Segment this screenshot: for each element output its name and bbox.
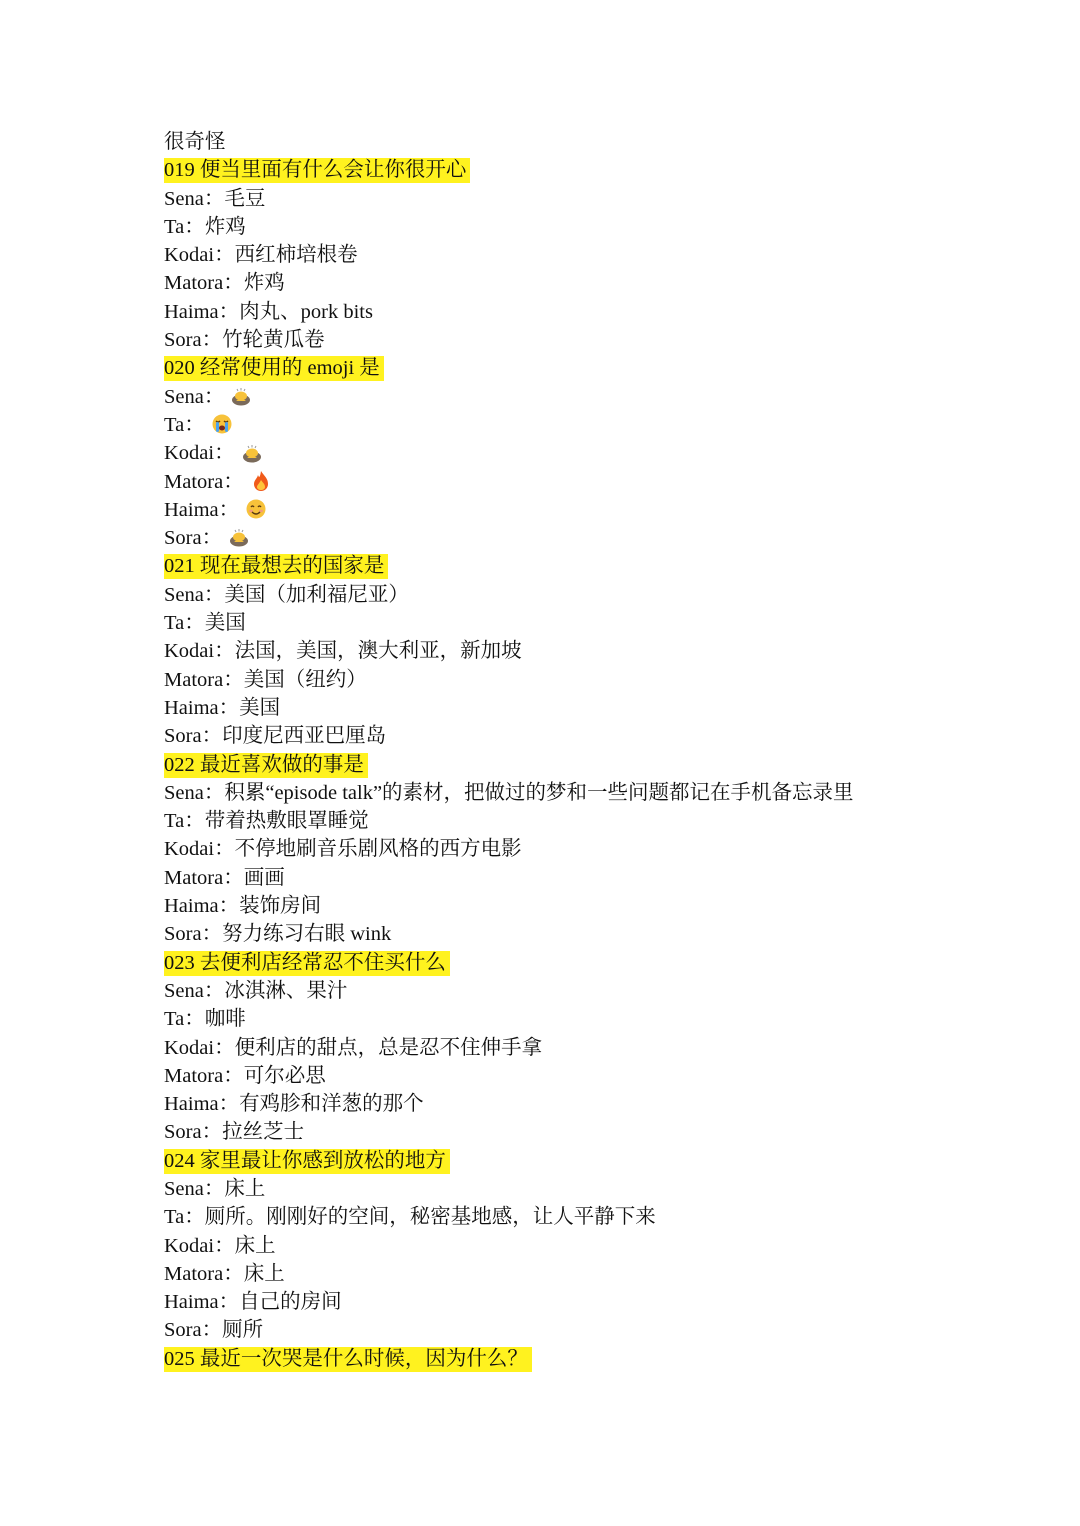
answer-separator: ： (203, 187, 225, 210)
answer-separator: ： (223, 1064, 244, 1087)
answer-line (164, 1288, 1024, 1316)
answer-line (164, 1090, 1024, 1118)
answer-text: 自己的房间 (239, 1291, 342, 1314)
answer-line (164, 241, 1024, 269)
answer-line (164, 468, 1024, 496)
answer-text: 便利店的甜点，总是忍不住伸手拿 (234, 1036, 543, 1059)
answer-text: 美国 (239, 696, 281, 719)
answer-text: 炸鸡 (243, 272, 285, 295)
answer-text: 拉丝芝士 (222, 1121, 305, 1144)
answer-separator: ： (203, 583, 225, 606)
answer-line (164, 1005, 1024, 1033)
answer-line (164, 298, 1024, 326)
answer-name: Ta (164, 612, 185, 635)
answer-line (164, 439, 1024, 467)
answer-name: Ta (164, 1206, 185, 1229)
answer-name: Haima (164, 1093, 219, 1116)
answer-name: Matora (164, 1262, 224, 1285)
answer-name: Ta (164, 413, 185, 436)
answer-name: Sena (164, 781, 204, 804)
answer-line (164, 581, 1024, 609)
answer-separator: ： (184, 1008, 205, 1031)
answer-text: 可尔必思 (243, 1064, 326, 1087)
answer-line (164, 892, 1024, 920)
answer-text: 床上 (234, 1234, 276, 1257)
answer-name: Sena (164, 385, 204, 408)
bowing-face-icon (228, 526, 250, 548)
smiling-face-icon (245, 498, 267, 520)
bowing-face-icon (241, 442, 263, 464)
bowing-face-icon (230, 385, 252, 407)
answer-line (164, 383, 1024, 411)
answer-line (164, 1118, 1024, 1146)
answer-text: 炸鸡 (204, 215, 246, 238)
question-text: 022 最近喜欢做的事是 (164, 753, 368, 778)
answer-separator: ： (223, 1262, 244, 1285)
question-text: 019 便当里面有什么会让你很开心 (164, 158, 470, 183)
question-text: 024 家里最让你感到放松的地方 (164, 1149, 450, 1174)
answer-line (164, 1203, 1024, 1231)
question-heading (164, 1147, 1024, 1175)
question-text: 023 去便利店经常忍不住买什么 (164, 951, 450, 976)
question-heading (164, 751, 1024, 779)
answer-line (164, 722, 1024, 750)
answer-name: Sena (164, 1177, 204, 1200)
answer-separator: ： (201, 725, 223, 748)
answer-name: Sora (164, 725, 202, 748)
answer-name: Kodai (164, 1036, 215, 1059)
answer-separator: ： (201, 1121, 223, 1144)
loudly-crying-face-icon (211, 413, 233, 435)
answer-text: 画画 (243, 866, 285, 889)
answer-name: Sena (164, 979, 204, 1002)
answer-line (164, 213, 1024, 241)
answer-name: Sena (164, 187, 204, 210)
fire-icon (250, 470, 272, 492)
answer-separator: ： (203, 979, 225, 1002)
answer-separator: ： (218, 1291, 240, 1314)
answer-name: Kodai (164, 838, 215, 861)
answer-separator: ： (184, 1206, 205, 1229)
question-heading (164, 354, 1024, 382)
answer-name: Sora (164, 1121, 202, 1144)
answer-separator: ： (223, 272, 244, 295)
answer-name: Matora (164, 866, 224, 889)
answer-name: Matora (164, 1064, 224, 1087)
answer-name: Haima (164, 498, 219, 521)
answer-separator: ： (223, 470, 244, 493)
answer-line (164, 524, 1024, 552)
answer-line (164, 637, 1024, 665)
answer-separator: ： (203, 385, 225, 408)
question-text: 025 最近一次哭是什么时候，因为什么？ (164, 1347, 532, 1372)
answer-name: Sora (164, 527, 202, 550)
answer-separator: ： (201, 527, 223, 550)
answer-line (164, 1062, 1024, 1090)
answer-text: 美国（加利福尼亚） (224, 583, 409, 606)
answer-separator: ： (223, 668, 244, 691)
answer-line (164, 779, 1024, 807)
answer-line (164, 977, 1024, 1005)
answer-text: 竹轮黄瓜卷 (222, 329, 325, 352)
answer-name: Kodai (164, 442, 215, 465)
answer-separator: ： (218, 1093, 240, 1116)
answer-line (164, 609, 1024, 637)
answer-separator: ： (223, 866, 244, 889)
answer-name: Kodai (164, 244, 215, 267)
answer-name: Kodai (164, 640, 215, 663)
answer-separator: ： (203, 1177, 225, 1200)
answer-separator: ： (201, 923, 223, 946)
answer-separator: ： (214, 838, 235, 861)
answer-name: Ta (164, 810, 185, 833)
answer-line (164, 1232, 1024, 1260)
answer-separator: ： (203, 781, 225, 804)
answer-text: 装饰房间 (239, 895, 322, 918)
answer-line (164, 694, 1024, 722)
answer-line (164, 1260, 1024, 1288)
answer-line (164, 411, 1024, 439)
answer-separator: ： (218, 300, 240, 323)
answer-text: 毛豆 (224, 187, 266, 210)
answer-separator: ： (218, 895, 240, 918)
answer-line (164, 835, 1024, 863)
answer-line (164, 185, 1024, 213)
answer-name: Sora (164, 329, 202, 352)
question-heading (164, 949, 1024, 977)
answer-name: Sora (164, 1319, 202, 1342)
answer-separator: ： (218, 498, 240, 521)
answer-text: 美国（纽约） (243, 668, 367, 691)
answer-name: Sena (164, 583, 204, 606)
answer-separator: ： (214, 1234, 235, 1257)
answer-text: 厕所。刚刚好的空间，秘密基地感，让人平静下来 (204, 1206, 656, 1229)
answer-separator: ： (184, 810, 205, 833)
answer-text: 冰淇淋、果汁 (224, 979, 348, 1002)
answer-separator: ： (201, 1319, 223, 1342)
answer-separator: ： (184, 413, 205, 436)
answer-text: 厕所 (222, 1319, 264, 1342)
answer-text: 印度尼西亚巴厘岛 (222, 725, 387, 748)
answer-text: 咖啡 (204, 1008, 246, 1031)
answer-line (164, 496, 1024, 524)
answer-name: Ta (164, 215, 185, 238)
answer-name: Matora (164, 272, 224, 295)
answer-name: Haima (164, 895, 219, 918)
answer-text: 床上 (224, 1177, 266, 1200)
answer-separator: ： (214, 442, 235, 465)
question-heading (164, 156, 1024, 184)
answer-separator: ： (214, 640, 235, 663)
answer-separator: ： (184, 215, 205, 238)
answer-separator: ： (201, 329, 223, 352)
answer-line (164, 326, 1024, 354)
answer-name: Matora (164, 470, 224, 493)
answer-line (164, 1034, 1024, 1062)
answer-line (164, 1316, 1024, 1344)
answer-text: 积累“episode talk”的素材，把做过的梦和一些问题都记在手机备忘录里 (224, 781, 854, 804)
answer-text: 努力练习右眼 wink (222, 923, 392, 946)
answer-line (164, 864, 1024, 892)
answer-line (164, 807, 1024, 835)
answer-text: 带着热敷眼罩睡觉 (204, 810, 369, 833)
answer-name: Sora (164, 923, 202, 946)
answer-line (164, 920, 1024, 948)
answer-text: 不停地刷音乐剧风格的西方电影 (234, 838, 522, 861)
answer-text: 床上 (243, 1262, 285, 1285)
answer-text: 法国，美国，澳大利亚，新加坡 (234, 640, 522, 663)
answer-text: 西红柿培根卷 (234, 244, 358, 267)
answer-name: Haima (164, 300, 219, 323)
document-body (164, 128, 1024, 1373)
answer-separator: ： (184, 612, 205, 635)
question-text: 021 现在最想去的国家是 (164, 554, 388, 579)
answer-text: 有鸡胗和洋葱的那个 (239, 1093, 424, 1116)
answer-name: Haima (164, 1291, 219, 1314)
answer-line (164, 666, 1024, 694)
answer-text: 肉丸、pork bits (239, 300, 373, 323)
intro-line: 很奇怪 (164, 131, 226, 153)
answer-separator: ： (218, 696, 240, 719)
question-heading (164, 1345, 1024, 1373)
answer-text: 美国 (204, 612, 246, 635)
answer-line (164, 269, 1024, 297)
answer-separator: ： (214, 1036, 235, 1059)
answer-name: Matora (164, 668, 224, 691)
question-text: 020 经常使用的 emoji 是 (164, 356, 384, 381)
question-heading (164, 552, 1024, 580)
answer-line (164, 1175, 1024, 1203)
answer-name: Ta (164, 1008, 185, 1031)
answer-name: Kodai (164, 1234, 215, 1257)
answer-name: Haima (164, 696, 219, 719)
answer-separator: ： (214, 244, 235, 267)
